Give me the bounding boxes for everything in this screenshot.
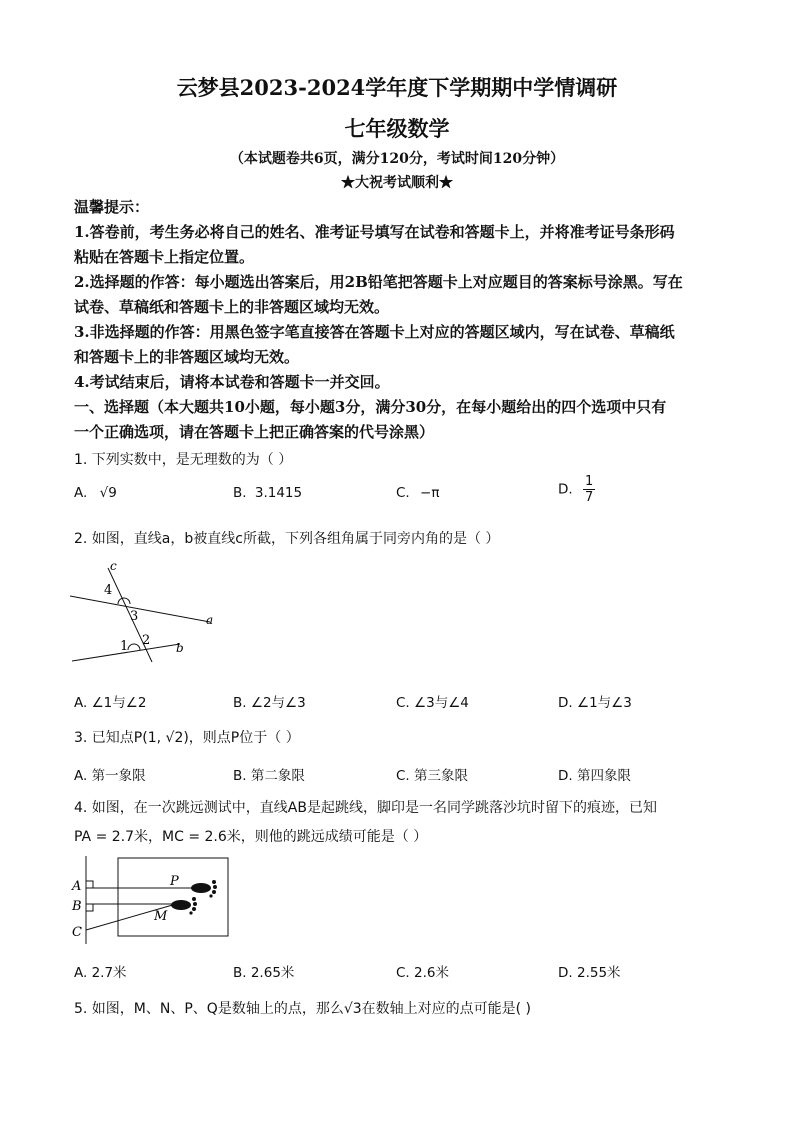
q3-option-d: D. 第四象限	[558, 768, 631, 784]
q4-option-d: D. 2.55米	[558, 965, 621, 981]
q4-figure	[68, 854, 238, 946]
q2-label-c: c	[110, 559, 117, 573]
q2-option-c: C. ∠3与∠4	[396, 695, 469, 711]
q2-stem: 2. 如图，直线a，b被直线c所截，下列各组角属于同旁内角的是（ ）	[74, 531, 500, 547]
exam-info: （本试题卷共6页，满分120分，考试时间120分钟）	[229, 151, 565, 167]
notice-item1-line1: 1.答卷前，考生务必将自己的姓名、准考证号填写在试卷和答题卡上，并将准考证号条形码	[74, 223, 675, 241]
q5-stem: 5. 如图，M、N、P、Q是数轴上的点，那么√3在数轴上对应的点可能是( )	[74, 1001, 532, 1017]
q4-label-m: M	[154, 909, 168, 924]
section1-heading-line2: 一个正确选项，请在答题卡上把正确答案的代号涂黑）	[74, 423, 435, 441]
notice-item3-line1: 3.非选择题的作答：用黑色签字笔直接答在答题卡上对应的答题区域内，写在试卷、草稿纸	[74, 323, 675, 341]
section1-heading-line1: 一、选择题（本大题共10小题，每小题3分，满分30分，在每小题给出的四个选项中只有	[74, 398, 667, 416]
notice-item3-line2: 和答题卡上的非答题区域均无效。	[74, 348, 300, 366]
q3-stem: 3. 已知点P(1, √2)，则点P位于（ ）	[74, 730, 300, 746]
q1-option-b	[233, 485, 302, 501]
q4-stem-line1: 4. 如图，在一次跳远测试中，直线AB是起跳线，脚印是一名同学跳落沙坑时留下的痕迹，已知	[74, 800, 657, 816]
q1-option-a-text: √9	[99, 485, 117, 501]
q3-option-a: A. 第一象限	[74, 768, 146, 784]
q2-line-a	[70, 596, 210, 622]
notice-item2-line2: 试卷、草稿纸和答题卡上的非答题区域均无效。	[74, 298, 390, 316]
q1-stem: 1. 下列实数中，是无理数的为（ ）	[74, 452, 293, 468]
q4-option-a: A. 2.7米	[74, 965, 127, 981]
q4-option-b: B. 2.65米	[233, 965, 295, 981]
q2-angle-2: 2	[142, 633, 151, 648]
q1-option-d-label: D.	[558, 481, 573, 498]
footprint-icon-upper	[191, 880, 217, 898]
q4-label-a: A	[72, 879, 82, 894]
exam-wish: ★大祝考试顺利★	[341, 175, 453, 191]
q1-option-d-numerator: 1	[584, 474, 594, 489]
q1-option-d-fraction	[583, 474, 595, 505]
q1-option-a-label: A.	[74, 485, 88, 501]
notice-item4: 4.考试结束后，请将本试卷和答题卡一并交回。	[74, 373, 390, 391]
notice-item2-line1: 2.选择题的作答：每小题选出答案后，用2B铅笔把答题卡上对应题目的答案标号涂黑。写在	[74, 273, 683, 291]
q1-option-b-text: 3.1415	[254, 485, 303, 501]
q4-label-p: P	[170, 874, 179, 889]
q1-option-d	[558, 474, 595, 505]
q4-label-c: C	[72, 925, 82, 940]
q2-label-b: b	[176, 641, 184, 655]
q3-option-c: C. 第三象限	[396, 768, 469, 784]
exam-title: 云梦县2023-2024学年度下学期期中学情调研	[176, 75, 618, 100]
q1-option-d-denominator: 7	[584, 490, 594, 505]
q4-label-b: B	[72, 899, 82, 914]
q1-option-b-label: B.	[233, 485, 247, 501]
q4-right-angle-a	[86, 881, 93, 888]
notice-heading: 温馨提示：	[74, 198, 150, 216]
q2-figure	[68, 558, 238, 670]
q2-angle-arc-lower	[128, 644, 140, 650]
q3-option-b: B. 第二象限	[233, 768, 305, 784]
q2-angle-1: 1	[120, 639, 129, 654]
q2-option-d: D. ∠1与∠3	[558, 695, 632, 711]
q2-option-a: A. ∠1与∠2	[74, 695, 147, 711]
q2-option-b: B. ∠2与∠3	[233, 695, 306, 711]
q4-stem-line2: PA = 2.7米，MC = 2.6米，则他的跳远成绩可能是（ ）	[74, 829, 428, 845]
q4-right-angle-b	[86, 904, 93, 911]
q1-option-a	[74, 485, 117, 501]
q1-option-c	[396, 485, 439, 501]
exam-subject: 七年级数学	[344, 116, 450, 141]
q1-option-c-text: −π	[420, 485, 440, 501]
q2-angle-3: 3	[130, 609, 139, 624]
notice-item1-line2: 粘贴在答题卡上指定位置。	[74, 248, 255, 266]
q2-angle-4: 4	[104, 583, 113, 598]
q1-option-c-label: C.	[396, 485, 410, 501]
footprint-icon-lower	[171, 897, 197, 915]
q2-label-a: a	[206, 613, 214, 627]
q4-option-c: C. 2.6米	[396, 965, 449, 981]
